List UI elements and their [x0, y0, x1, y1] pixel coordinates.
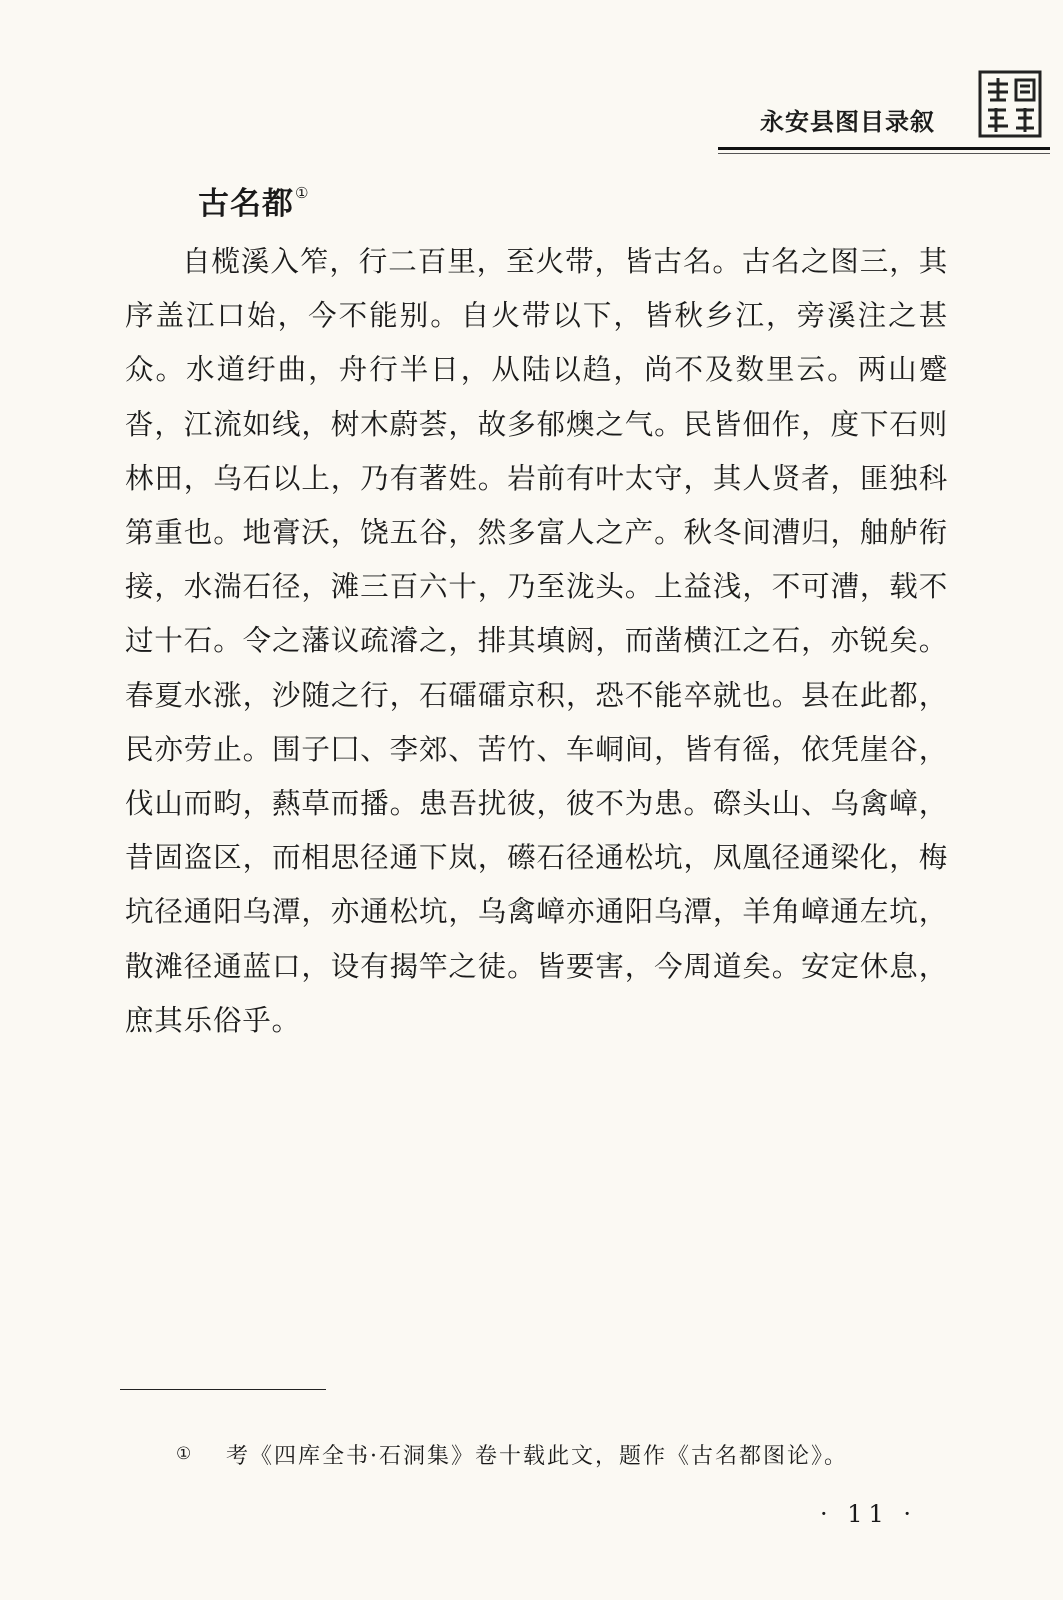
footnote-marker: ①: [176, 1444, 192, 1464]
section-title: [198, 178, 309, 223]
header-rule: [718, 147, 1050, 150]
running-header: 永安县图目录叙: [760, 108, 935, 136]
footnote-rule: [120, 1389, 326, 1390]
footnote-text: 考《四库全书·石洞集》卷十载此文，题作《古名都图论》。: [226, 1444, 848, 1469]
header-rule-thin: [718, 153, 1050, 154]
body-paragraph: 自榄溪入笮，行二百里，至火带，皆古名。古名之图三，其序盖江口始，今不能别。自火带以下，皆秋乡江，旁溪注之甚众。水道纡曲，舟行半日，从陆以趋，尚不及数里云。两山蹙沓，江流如线，树木蔚荟，故多郁燠之气。民皆佃作，度下石则林田，乌石以上，乃有著姓。岩前有叶太守，其人贤者，匪独科第重也。地膏沃，饶五谷，然多富人之产。秋冬间漕归，舳舻衔接，水湍石径，滩三百六十，乃至泷头。上益浅，不可漕，载不过十石。令之藩议疏濬之，排其填阏，而凿横江之石，亦锐矣。春夏水涨，沙随之行，石礌礌京积，恐不能卒就也。县在此都，民亦劳止。围子囗、李郊、苦竹、车峒间，皆有徭，依凭崖谷，伐山而畇，爇草而播。患吾扰彼，彼不为患。磜头山、乌禽嶂，昔固盗区，而相思径通下岚，礤石径通松坑，凤凰径通梁化，梅坑径通阳乌潭，亦通松坑，乌禽嶂亦通阳乌潭，羊角嶂通左坑，散滩径通蓝口，设有揭竿之徒。皆要害，今周道矣。安定休息，庶其乐俗乎。: [125, 245, 948, 1037]
seal-stamp-icon: [978, 70, 1044, 140]
page-number: · 11 ·: [820, 1500, 918, 1528]
section-title-text: 古名都: [198, 186, 294, 222]
footnote-reference[interactable]: ①: [295, 184, 310, 202]
